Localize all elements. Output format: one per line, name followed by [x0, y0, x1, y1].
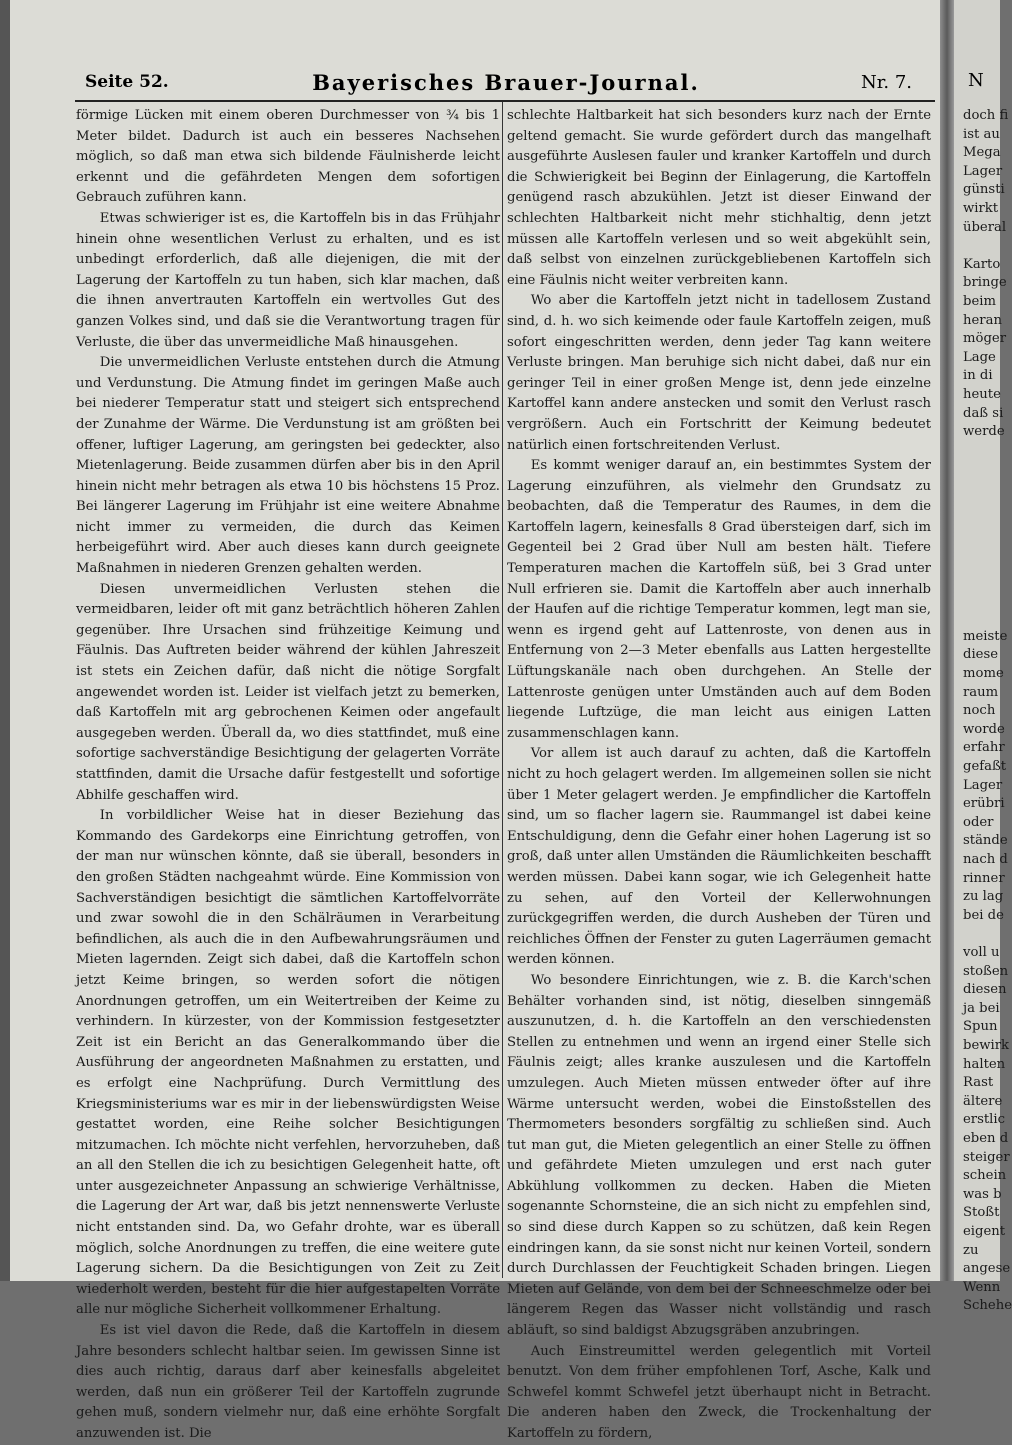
next-page-fragment: Stoßt [963, 1205, 1000, 1221]
next-page-fragment: raum [963, 684, 999, 700]
next-page-fragment: erfahr [963, 740, 1005, 756]
next-page-fragment: gefaßt [963, 759, 1007, 774]
next-page-fragment: ja bei [963, 1000, 1000, 1016]
next-page-fragment: heute [963, 387, 1001, 402]
page-number: Seite 52. [85, 72, 169, 92]
next-page-fragment: worde [963, 721, 1005, 737]
next-page-fragment: meiste [963, 628, 1008, 644]
column-divider [502, 102, 503, 1278]
page-header [80, 68, 932, 98]
next-page-fragment: zu lag [963, 889, 1004, 905]
next-page-fragment: diese [963, 647, 999, 663]
next-page-fragment: voll u [963, 945, 1000, 960]
next-page-fragment: eben d [963, 1131, 1009, 1146]
next-page-fragment: günsti [963, 182, 1005, 198]
next-page-fragment: angese [963, 1261, 1011, 1277]
header-rule [75, 100, 935, 102]
next-page-fragment: Mega [963, 145, 1001, 161]
next-page-fragment: daß si [963, 405, 1004, 421]
next-page-fragment: erstlic [963, 1112, 1005, 1128]
paragraph: Vor allem ist auch darauf zu achten, daß die Kartoffeln nicht zu hoch gelagert werden. Im allgemeinen sollen sie nicht über 1 Meter gelagert werden. Je empfindlicher die Kartoffeln sind, um so flacher lagern sie. Raummangel ist dabei keine Entschuldigung, denn die Gefahr einer hohen Lagerung ist so groß, daß unter allen Umständen die Räumlichkeiten beschafft werden müssen. Dabei kann sogar, wie ich Gelegenheit hatte zu sehen, auf den Vorteil der Kellerwohnungen zurückgegriffen werden, die durch Ausheben der Türen und reichliches Öffnen der Fenster zu guten Lagerräumen gemacht werden können. [507, 746, 931, 968]
paragraph: Es kommt weniger darauf an, ein bestimmtes System der Lagerung einzuführen, als vielmehr den Grundsatz zu beobachten, daß die Temperatur des Raumes, in dem die Kartoffeln lagern, keinesfalls 8 Grad übersteigen darf, sich im Gegenteil bei 2 Grad über Null am besten hält. Tiefere Temperaturen machen die Kartoffeln süß, bei 3 Grad unter Null erfrieren sie. Damit die Kartoffeln aber auch innerhalb der Haufen auf die richtige Temperatur kommen, legt man sie, wenn es irgend geht auf Lattenroste, von denen aus in Entfernung von 2—3 Meter ebenfalls aus Latten hergestellte Lüftungskanäle nach oben durchgehen. An Stelle der Lattenroste genügen unter Umständen auch auf dem Boden liegende Luftzüge, die man leicht aus einigen Latten zusammenschlagen kann. [507, 458, 931, 741]
paragraph: Es ist viel davon die Rede, daß die Kartoffeln in diesem Jahre besonders schlecht haltbar seien. Im gewissen Sinne ist dies auch richtig, daraus darf aber keinesfalls abgeleitet werden, daß nun ein größerer Teil der Kartoffeln zugrunde gehen muß, sondern vielmehr nur, daß eine erhöhte Sorgfalt anzuwenden ist. Die [76, 1323, 500, 1441]
next-page-fragment: Spun [963, 1019, 998, 1035]
next-page-fragment: halten [963, 1056, 1006, 1072]
paragraph: Diesen unvermeidlichen Verlusten stehen die vermeidbaren, leider oft mit ganz beträchtlich höheren Zahlen gegenüber. Ihre Ursachen sind frühzeitige Keimung und Fäulnis. Das Auftreten beider während der kühlen Jahreszeit ist stets ein Zeichen dafür, daß nicht die nötige Sorgfalt angewendet worden ist. Leider ist vielfach jetzt zu bemerken, daß Kartoffeln mit arg gebrochenen Keimen oder angefault ausgegeben werden. Überall da, wo dies stattfindet, muß eine sofortige sachverständige Besichtigung der gelagerten Vorräte stattfinden, damit die Ursache dafür festgestellt und sofortige Abhilfe geschaffen wird. [76, 581, 500, 803]
next-page-fragment: Lager [963, 777, 1003, 793]
next-page-fragment: ältere [963, 1093, 1003, 1109]
next-page-fragment: Lager [963, 163, 1003, 179]
next-page-header-fragment: N [968, 70, 984, 91]
paragraph: schlechte Haltbarkeit hat sich besonders kurz nach der Ernte geltend gemacht. Sie wurde gefördert durch das mangelhaft ausgeführte Auslesen fauler und kranker Kartoffeln und durch die Schwierigkeit bei Beginn der Einlagerung, die Kartoffeln genügend rasch abzukühlen. Jetzt ist dieser Einwand der schlechten Haltbarkeit nicht mehr stichhaltig, denn jetzt müssen alle Kartoffeln verlesen und so weit abgekühlt sein, daß selbst von einzelnen zurückgebliebenen Kartoffeln sich eine Fäulnis nicht weiter verbreiten kann. [507, 108, 931, 288]
paragraph: Wo besondere Einrichtungen, wie z. B. die Karch'schen Behälter vorhanden sind, ist nötig, dieselben sinngemäß auszunutzen, d. h. die Kartoffeln an den verschiedensten Stellen zu entnehmen und wenn an irgend einer Stelle sich Fäulnis zeigt; alles kranke auszulesen und die Kartoffeln umzulegen. Auch Mieten müssen entweder öfter auf ihre Wärme untersucht werden, wobei die Einstoßstellen des Thermometers besonders sorgfältig zu schließen sind. Auch tut man gut, die Mieten gelegentlich an einer Stelle zu öffnen und gefährdete Mieten umzulegen und erst nach guter Abkühlung vollkommen zu decken. Haben die Mieten sogenannte Schornsteine, die an sich nicht zu empfehlen sind, so sind diese durch Kappen so zu schützen, daß kein Regen eindringen kann, da sie sonst nicht nur keinen Vorteil, sondern durch Durchlassen der Feuchtigkeit Schaden bringen. Liegen Mieten auf Gelände, von dem bei der Schneeschmelze oder bei längerem Regen das Wasser nicht vollständig und rasch abläuft, so sind baldigst Abzugsgräben anzubringen. [507, 972, 931, 1339]
next-page-fragment: schein [963, 1168, 1007, 1184]
next-page-fragment: ist au [963, 126, 1000, 142]
next-page-fragment: doch fi [963, 108, 1009, 123]
paragraph: Die unvermeidlichen Verluste entstehen durch die Atmung und Verdunstung. Die Atmung findet im geringen Maße auch bei niederer Temperatur statt und steigert sich entsprechend der Zunahme der Wärme. Die Verdunstung ist am größten bei offener, luftiger Lagerung, am geringsten bei gedeckter, also Mietenlagerung. Beide zusammen dürfen aber bis in den April hinein nicht mehr betragen als etwa 10 bis höchstens 15 Proz. Bei längerer Lagerung im Frühjahr ist eine weitere Abnahme nicht immer zu vermeiden, die durch das Keimen herbeigeführt wird. Aber auch dieses kann durch geeignete Maßnahmen in niederen Grenzen gehalten werden. [76, 355, 500, 577]
journal-title: Bayerisches Brauer-Journal. [312, 70, 700, 95]
next-page-fragment: bringe [963, 275, 1007, 291]
next-page-fragment: beim [963, 294, 996, 309]
paragraph: Auch Einstreumittel werden gelegentlich mit Vorteil benutzt. Von dem früher empfohlenen Torf, Asche, Kalk und Schwefel kommt Schwefel jetzt überhaupt nicht in Betracht. Die anderen haben den Zweck, die Trockenhaltung der Kartoffeln zu fördern, [507, 1343, 931, 1441]
paragraph: In vorbildlicher Weise hat in dieser Beziehung das Kommando des Gardekorps eine Einrichtung getroffen, von der man nur wünschen könnte, daß sie überall, besonders in den großen Städten nachgeahmt würde. Eine Kommission von Sachverständigen besichtigt die sämtlichen Kartoffelvorräte und zwar sowohl die in den Schälräumen in Verarbeitung befindlichen, als auch die in den Aufbewahrungsräumen und Mieten lagernden. Zeigt sich dabei, daß die Kartoffeln schon jetzt Keime bringen, so werden sofort die nötigen Anordnungen getroffen, um ein Weitertreiben der Keime zu verhindern. In kürzester, von der Kommission festgesetzter Zeit ist ein Bericht an das Generalkommando über die Ausführung der angeordneten Maßnahmen zu erstatten, und es erfolgt eine Nachprüfung. Durch Vermittlung des Kriegsministeriums war es mir in der liebenswürdigsten Weise gestattet worden, eine Reihe solcher Besichtigungen mitzumachen. Ich möchte nicht verfehlen, hervorzuheben, daß an all den Stellen die ich zu besichtigen Gelegenheit hatte, oft unter ausgezeichneter Anpassung an schwierige Verhältnisse, die Lagerung der Art war, daß bis jetzt nennenswerte Verluste nicht entstanden sind. Da, wo Gefahr drohte, war es überall möglich, solche Anordnungen zu treffen, die eine weitere gute Lagerung sichern. Da die Besichtigungen von Zeit zu Zeit wiederholt werden, besteht für die hier aufgestapelten Vorräte alle nur mögliche Sicherheit vollkommener Erhaltung. [76, 808, 500, 1318]
paragraph: Wo aber die Kartoffeln jetzt nicht in tadellosem Zustand sind, d. h. wo sich keimende oder faule Kartoffeln zeigen, muß sofort eingeschritten werden, denn jeder Tag kann weitere Verluste bringen. Man beruhige sich nicht dabei, daß nur ein geringer Teil in einer großen Menge ist, denn jede einzelne Kartoffel kann andere anstecken und somit den Verlust rasch vergrößern. Auch ein Fortschritt der Keimung bedeutet natürlich einen fortschreitenden Verlust. [507, 293, 931, 453]
paragraph: Etwas schwieriger ist es, die Kartoffeln bis in das Frühjahr hinein ohne wesentlichen Verlust zu erhalten, und es ist unbedingt erforderlich, daß alle diejenigen, die mit der Lagerung der Kartoffeln zu tun haben, sich klar machen, daß die ihnen anvertrauten Kartoffeln ein wertvolles Gut des ganzen Volkes sind, und daß sie die Verantwortung tragen für Verluste, die über das unvermeidliche Maß hinausgehen. [76, 210, 500, 350]
next-page-fragment: steiger [963, 1149, 1010, 1165]
journal-page [10, 0, 942, 1441]
next-page-fragment: Schehe [963, 1298, 1012, 1314]
right-column [507, 106, 931, 1441]
left-column [76, 106, 500, 1441]
next-page-fragment: oder [963, 814, 994, 830]
next-page-fragment: stände [963, 833, 1008, 849]
next-page-fragment: heran [963, 312, 1002, 328]
next-page-fragment: Karto [963, 256, 1001, 272]
next-page-fragment: bewirk [963, 1038, 1010, 1053]
next-page-fragment: Lage [963, 349, 996, 365]
next-page-fragment: zu [963, 1242, 979, 1258]
next-page-fragment: überal [963, 219, 1007, 235]
next-page-fragment: noch [963, 703, 996, 719]
next-page-fragment: möger [963, 331, 1006, 347]
book-gutter [940, 0, 954, 1281]
next-page-fragment: nach d [963, 852, 1008, 867]
next-page-edge [954, 0, 1012, 1314]
next-page-fragment: diesen [963, 982, 1007, 998]
next-page-fragment: rinner [963, 870, 1005, 886]
next-page-fragment: bei de [963, 907, 1004, 923]
next-page-fragment: erübri [963, 796, 1005, 812]
next-page-fragment: wirkt [963, 201, 999, 216]
next-page-fragment: Rast [963, 1075, 994, 1091]
next-page-fragment: was b [963, 1186, 1002, 1202]
next-page-fragment: Wenn [963, 1279, 1001, 1295]
next-page-fragment: eigent [963, 1224, 1006, 1239]
next-page-fragment: werde [963, 424, 1005, 440]
next-page-fragment: mome [963, 666, 1004, 681]
next-page-fragment: in di [963, 368, 993, 384]
paragraph: förmige Lücken mit einem oberen Durchmesser von ¾ bis 1 Meter bildet. Dadurch ist auch ein besseres Nachsehen möglich, so daß man etwa sich bildende Fäulnisherde leicht erkennt und die gefährdeten Mengen dem sofortigen Gebrauch zuführen kann. [76, 108, 500, 206]
issue-number: Nr. 7. [861, 72, 912, 93]
next-page-fragment: stoßen [963, 963, 1009, 979]
